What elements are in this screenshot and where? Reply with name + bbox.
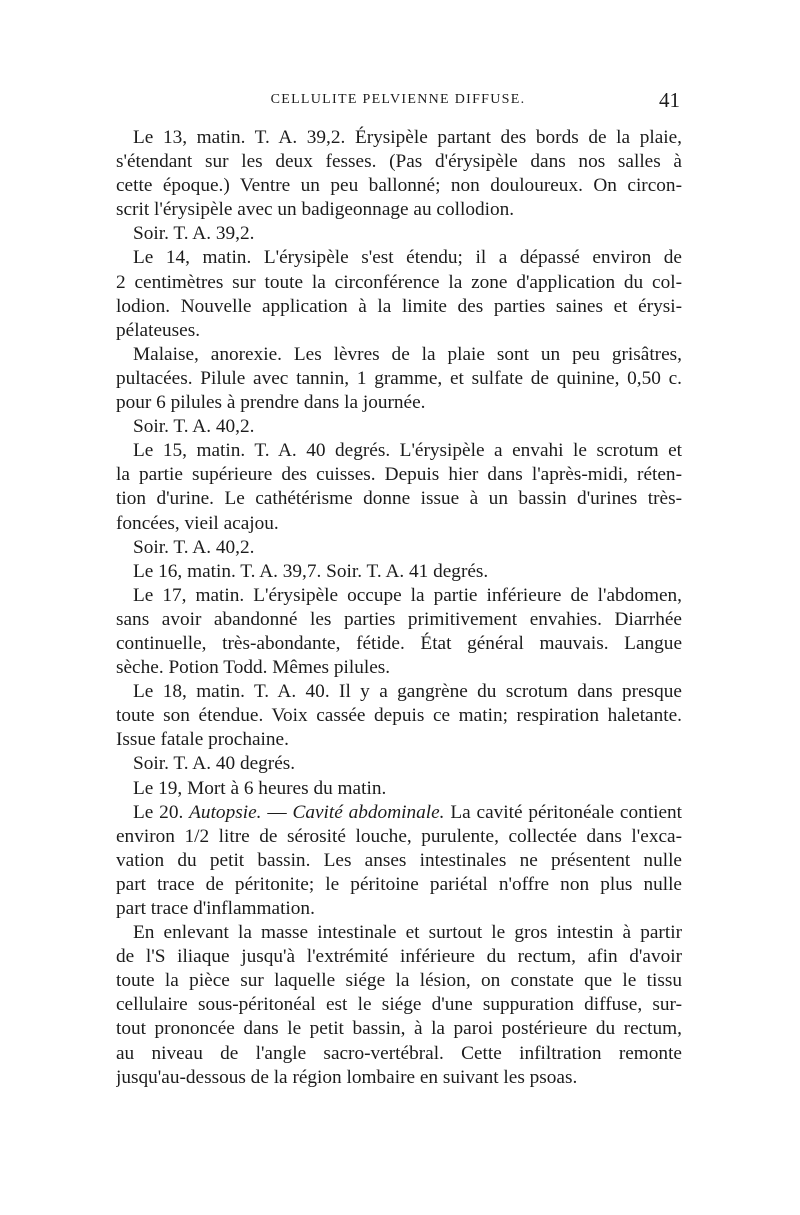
text-line: continuelle, très-abondante, fétide. État général mauvais. Langue <box>116 632 682 654</box>
text-line: tout prononcée dans le petit bassin, à la paroi postérieure du rectum, <box>116 1018 682 1040</box>
text-line: 2 centimètres sur toute la circonférence la zone d'application du col- <box>116 271 682 293</box>
text-line: environ 1/2 litre de sérosité louche, purulente, collectée dans l'exca- <box>116 825 682 847</box>
text-line: Soir. T. A. 39,2. <box>133 223 255 245</box>
text-line: la partie supérieure des cuisses. Depuis hier dans l'après-midi, réten- <box>116 464 682 486</box>
text-line: tion d'urine. Le cathétérisme donne issue à un bassin d'urines très- <box>116 488 682 510</box>
section-label: Cavité abdominale. <box>292 801 445 823</box>
running-title: CELLULITE PELVIENNE DIFFUSE. <box>270 92 526 107</box>
autopsy-label: Autopsie. <box>189 801 262 823</box>
autopsy-date: Le 20. <box>133 801 184 823</box>
text-line: au niveau de l'angle sacro-vertébral. Cette infiltration remonte <box>116 1042 682 1064</box>
text-line: sèche. Potion Todd. Mêmes pilules. <box>116 657 391 679</box>
text-line: lodion. Nouvelle application à la limite des parties saines et érysi- <box>116 295 682 317</box>
autopsy-line <box>116 801 682 825</box>
text-line: pultacées. Pilule avec tannin, 1 gramme, et sulfate de quinine, 0,50 c. <box>116 367 682 389</box>
text-line: sans avoir abandonné les parties primitivement envahies. Diarrhée <box>116 608 682 630</box>
text-line: jusqu'au-dessous de la région lombaire en suivant les psoas. <box>116 1066 578 1088</box>
text-line: Le 15, matin. T. A. 40 degrés. L'érysipèle a envahi le scrotum et <box>133 440 682 462</box>
text-line: Le 13, matin. T. A. 39,2. Érysipèle partant des bords de la plaie, <box>133 127 682 148</box>
text-line: toute la pièce sur laquelle siége la lésion, on constate que le tissu <box>116 970 682 992</box>
running-head <box>116 88 680 118</box>
text-line: scrit l'érysipèle avec un badigeonnage au collodion. <box>116 199 515 221</box>
text-line: cette époque.) Ventre un peu ballonné; non douloureux. On circon- <box>116 175 682 197</box>
page-number: 41 <box>659 88 680 112</box>
text-line: En enlevant la masse intestinale et surtout le gros intestin à partir <box>133 922 682 944</box>
text-line: Soir. T. A. 40,2. <box>133 536 255 558</box>
text-line: foncées, vieil acajou. <box>116 512 279 534</box>
text-line: part trace de péritonite; le péritoine pariétal n'offre non plus nulle <box>116 873 682 895</box>
text-line: Le 18, matin. T. A. 40. Il y a gangrène du scrotum dans presque <box>133 681 682 703</box>
autopsy-dash: — <box>267 801 287 823</box>
body-text <box>116 126 682 1090</box>
text-line: Le 14, matin. L'érysipèle s'est étendu; il a dépassé environ de <box>133 247 682 269</box>
text-line: toute son étendue. Voix cassée depuis ce matin; respiration haletante. <box>116 705 682 727</box>
text-line: Issue fatale prochaine. <box>116 729 289 751</box>
text-line: vation du petit bassin. Les anses intestinales ne présentent nulle <box>116 849 682 871</box>
text-line: s'étendant sur les deux fesses. (Pas d'érysipèle dans nos salles à <box>116 151 682 173</box>
text-line: Malaise, anorexie. Les lèvres de la plaie sont un peu grisâtres, <box>133 343 682 365</box>
text-line: Le 19, Mort à 6 heures du matin. <box>133 777 387 799</box>
text-line: pour 6 pilules à prendre dans la journée. <box>116 392 426 414</box>
text-line: part trace d'inflammation. <box>116 898 315 919</box>
text-line: de l'S iliaque jusqu'à l'extrémité inférieure du rectum, afin d'avoir <box>116 946 682 968</box>
text-line: Soir. T. A. 40,2. <box>133 416 255 438</box>
text-line: Le 17, matin. L'érysipèle occupe la partie inférieure de l'abdomen, <box>133 584 682 606</box>
text-line: Soir. T. A. 40 degrés. <box>133 753 296 775</box>
text-line: Le 16, matin. T. A. 39,7. Soir. T. A. 41 degrés. <box>133 560 489 582</box>
text-line: cellulaire sous-péritonéal est le siége d'une suppuration diffuse, sur- <box>116 994 682 1016</box>
text-line: pélateuses. <box>116 319 201 341</box>
autopsy-rest: La cavité péritonéale contient <box>450 801 682 823</box>
